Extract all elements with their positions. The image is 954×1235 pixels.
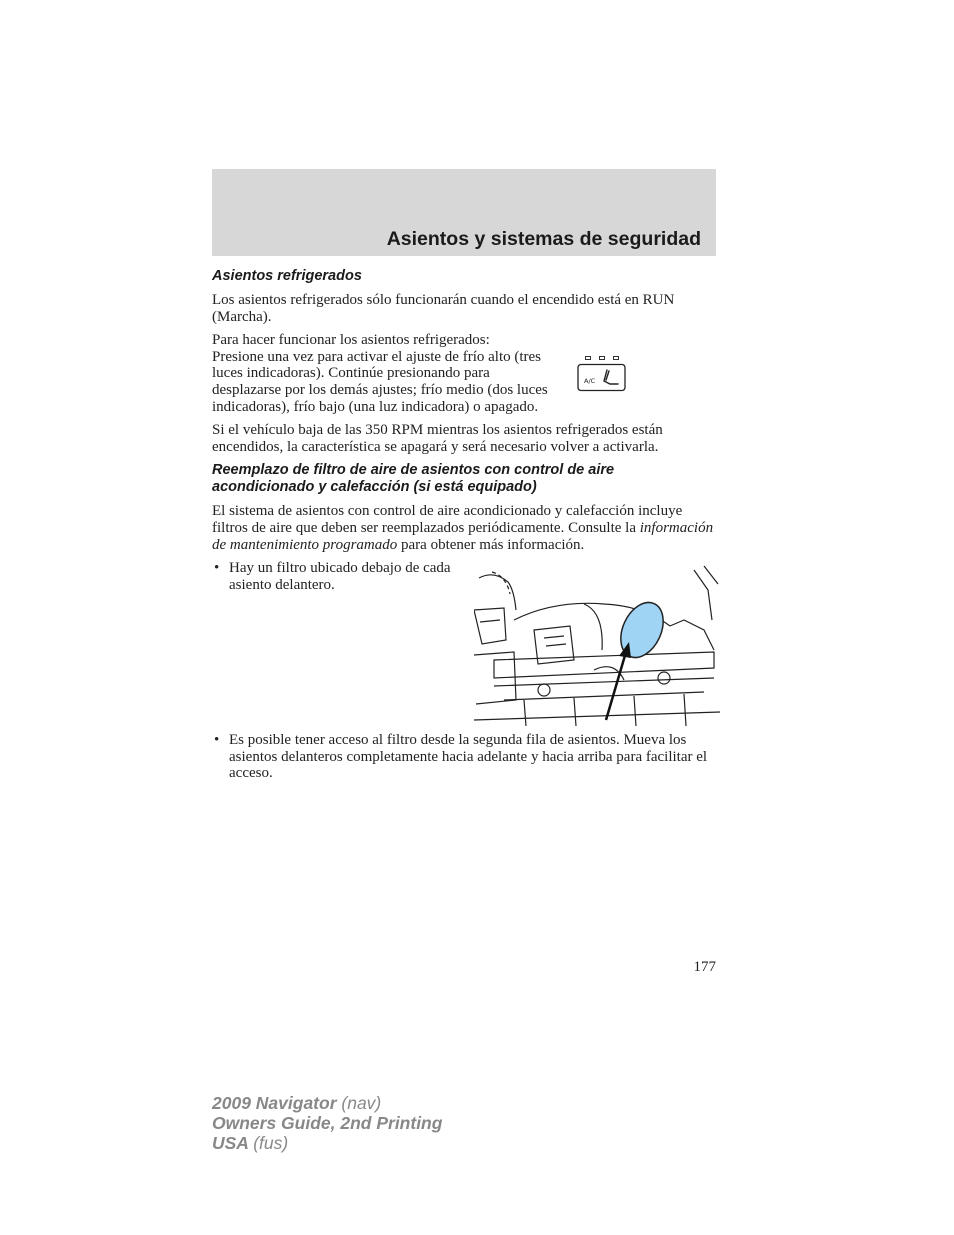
page-number: 177 (693, 959, 716, 975)
bullet-text: Hay un filtro ubicado debajo de cada asiento delantero. (229, 560, 451, 593)
cooled-seats-paragraph-1: Los asientos refrigerados sólo funcionarán cuando el encendido está en RUN (Marcha). (212, 292, 675, 325)
filter-replacement-heading: Reemplazo de filtro de aire de asientos con control de aire acondicionado y calefacción (si está equipado) (212, 462, 615, 496)
footer-model: 2009 Navigator (212, 1093, 337, 1113)
filter-paragraph (212, 503, 716, 553)
list-item (212, 560, 716, 593)
filter-pointer-arrow (606, 652, 626, 720)
bullet-text: Es posible tener acceso al filtro desde la segunda fila de asientos. Mueva los asientos delanteros completamente hacia adelante y hacia arriba para facilitar el acceso. (229, 732, 708, 782)
ac-seat-button-figure (566, 350, 716, 408)
footer-guide: Owners Guide, 2nd Printing (212, 1113, 443, 1133)
cooled-seats-paragraph-2: Para hacer funcionar los asientos refrigerados: (212, 332, 490, 349)
bullet-icon: • (214, 732, 220, 749)
section-title: Asientos y sistemas de seguridad (386, 228, 701, 250)
cooled-seats-paragraph-4: Si el vehículo baja de las 350 RPM mientras los asientos refrigerados están encendidos, la característica se apagará y será necesario volver a activarla. (212, 422, 663, 455)
maintenance-info-reference: información de mantenimiento programado (212, 519, 714, 553)
page-content (212, 266, 716, 789)
footer-market: USA (212, 1133, 249, 1153)
section-header-band (212, 169, 716, 256)
footer-imprint (212, 1093, 442, 1153)
filter-paragraph-text: El sistema de asientos con control de aire acondicionado y calefacción incluye filtros de aire que deben ser reemplazados periódicamente. Consulte la (212, 503, 683, 536)
cooled-seats-paragraph-3: Presione una vez para activar el ajuste de frío alto (tres luces indicadoras). Continúe presionando para desplazarse por los demás ajustes; frío medio (dos luces indicadoras), frío bajo (una luz indicadora) o apagado. (212, 348, 548, 415)
footer-market-code: (fus) (253, 1133, 289, 1153)
ac-button-label: A/C (584, 376, 596, 385)
indicator-lights (586, 356, 619, 359)
cooled-seats-heading: Asientos refrigerados (212, 268, 362, 284)
list-item (212, 732, 716, 782)
footer-model-code: (nav) (341, 1093, 382, 1113)
filter-paragraph-text-end: para obtener más información. (401, 536, 585, 553)
bullet-icon: • (214, 560, 220, 577)
